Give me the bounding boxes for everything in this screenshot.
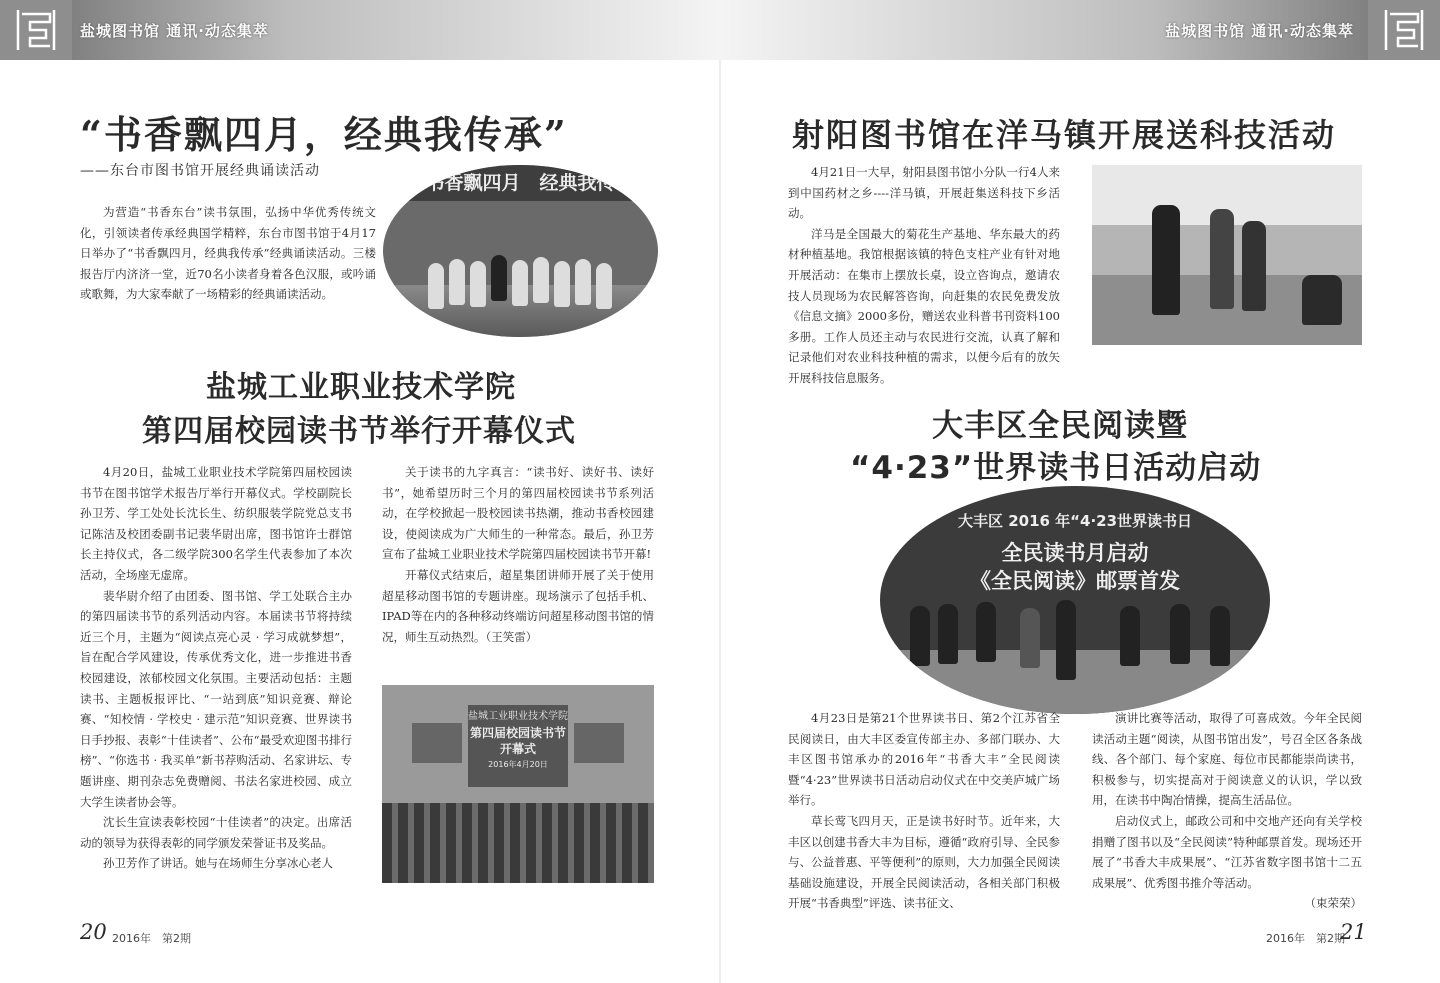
article2-column1 [80,462,352,874]
page-number-right: 21 [1340,920,1367,944]
article2-paragraph: 沈长生宣读表彰校园“十佳读者”的决定。出席活动的领导为获得表彰的同学颁发荣誉证书及奖品。 [80,815,352,850]
article2-paragraph: 孙卫芳作了讲话。她与在场师生分享冰心老人 [103,856,333,871]
screen-line2: 第四届校园读书节 [469,726,566,740]
article4-title-line1: 大丰区全民阅读暨 [932,408,1188,444]
article1-photo [383,165,658,337]
article1-paragraph: 为营造“书香东台”读书氛围，弘扬中华优秀传统文化，引领读者传承经典国学精粹，东台市图书馆于4月17日举办了“书香飘四月，经典我传承”经典诵读活动。三楼报告厅内济济一堂，近70名小读者身着各色汉服，或吟诵或歌舞，为大家奉献了一场精彩的经典诵读活动。 [80,205,376,302]
article1-body [80,202,376,305]
article1-title: “书香飘四月，经典我传承” [80,112,568,157]
page-number-left: 20 [80,920,107,944]
article2-paragraph: 关于读书的九字真言：“读书好、读好书、读好书”，她希望历时三个月的第四届校园读书节系列活动，在学校掀起一股校园读书热潮，推动书香校园建设，使阅读成为广大师生的一种常态。最后，孙卫芳宣布了盐城工业职业技术学院第四届校园读书节开幕! [382,465,654,562]
article3-photo [1092,165,1362,345]
article2-paragraph: 开幕仪式结束后，超星集团讲师开展了关于使用超星移动图书馆的专题讲座。现场演示了包括手机、IPAD等在内的各种移动终端访问超星移动图书馆的情况，师生互动热烈。（王笑雷） [382,567,654,644]
header-right-title: 盐城图书馆 通讯·动态集萃 [1165,22,1354,40]
article4-column2 [1092,708,1362,914]
issue-label-right: 2016年 第2期 [1266,932,1345,945]
article3-title: 射阳图书馆在洋马镇开展送科技活动 [792,116,1337,154]
article4-paragraph: 4月23日是第21个世界读书日、第2个江苏省全民阅读日，由大丰区委宣传部主办、多部门联办、大丰区图书馆承办的2016年“书香大丰”全民阅读暨“4·23”世界读书日活动启动仪式在中交美庐城广场举行。 [788,711,1060,808]
article4-paragraph: 草长莺飞四月天，正是读书好时节。近年来，大丰区以创建书香大丰为目标，遵循“政府引导、全民参与、公益普惠、平等便利”的原则，大力加强全民阅读基础设施建设，开展全民阅读活动，各相关部门积极开展“书香典型”评选、读书征文、 [788,813,1060,911]
article2-paragraph: 裴华尉介绍了由团委、图书馆、学工处联合主办的第四届读书节的系列活动内容。本届读书节将持续近三个月，主题为“阅读点亮心灵 · 学习成就梦想”，旨在配合学风建设，传承优秀文化，进一步推进书香校园建设，浓郁校园文化氛围。主要活动包括：主题读书、主题板报评比、“一站到底”知识竞赛、辩论赛、“知校情 · 学校史 · 建示范”知识竞赛、世界读书日手抄报、表彰“十佳读者”、公布“最受欢迎图书排行榜”、“你选书 · 我买单”新书荐购活动、名家讲坛、专题讲座、期刊杂志免费赠阅、书法名家进校园、成立大学生读者协会等。 [80,588,352,809]
article4-paragraph: 演讲比赛等活动，取得了可喜成效。今年全民阅读活动主题“阅读，从图书馆出发”，号召全区各条战线、各个部门、每个家庭、每位市民都能崇尚读书，积极参与，切实提高对于阅读意义的认识，学以致用，在读书中陶冶情操，提高生活品位。 [1092,711,1362,808]
article4-column1 [788,708,1060,914]
article2-title-line2: 第四届校园读书节举行开幕仪式 [142,414,576,449]
screen-line1: 盐城工业职业技术学院 [468,711,568,722]
photo-banner-bot: 《全民阅读》邮票首发 [970,569,1180,593]
article3-body [788,162,1060,389]
library-logo-icon [0,0,72,60]
photo-banner-top: 大丰区 2016 年“4·23世界读书日 [957,512,1193,530]
issue-label-left: 2016年 第2期 [112,932,191,945]
library-logo-icon [1368,0,1440,60]
page-header [0,0,1440,60]
article2-photo [382,685,654,883]
page-spine [719,60,721,983]
article3-paragraph: 洋马是全国最大的菊花生产基地、华东最大的药材种植基地。我馆根据该镇的特色支柱产业有针对地开展活动：在集市上摆放长桌，设立咨询点，邀请农技人员现场为农民解答咨询，向赶集的农民免费发放《信息文摘》2000多份，赠送农业科普书刊资料100多册。工作人员还主动与农民进行交流，认真了解和记录他们对农业科技种植的需求，以便今后有的放矢开展科技信息服务。 [788,226,1060,385]
article2-column2 [382,462,654,647]
article1-subtitle: ——东台市图书馆开展经典诵读活动 [80,163,320,179]
screen-date: 2016年4月20日 [488,760,548,769]
photo-banner-mid: 全民读书月启动 [1001,541,1149,565]
article3-paragraph: 4月21日一大早，射阳县图书馆小分队一行4人来到中国药材之乡----洋马镇，开展赶集送科技下乡活动。 [788,165,1060,221]
header-left-title: 盐城图书馆 通讯·动态集萃 [80,22,269,40]
article2-paragraph: 4月20日，盐城工业职业技术学院第四届校园读书节在图书馆学术报告厅举行开幕仪式。学校副院长孙卫芳、学工处处长沈长生、纺织服装学院党总支书记陈洁及校团委副书记裴华尉出席，图书馆许士群馆长主持仪式，各二级学院300名学生代表参加了本次活动，全场座无虚席。 [80,465,352,582]
article4-photo [880,486,1270,714]
article4-paragraph: 启动仪式上，邮政公司和中交地产还向有关学校捐赠了图书以及“全民阅读”特种邮票首发。现场还开展了“书香大丰成果展”、“江苏省数字图书馆十二五成果展”、优秀图书推介等活动。 [1092,813,1362,890]
article2-title-line1: 盐城工业职业技术学院 [206,370,516,405]
article4-signature: （束荣荣） [1304,896,1362,911]
screen-line3: 开幕式 [499,742,536,756]
photo-banner: 书香飘四月 经典我传 [383,165,658,201]
article4-title-line2: “4·23”世界读书日活动启动 [850,450,1262,486]
